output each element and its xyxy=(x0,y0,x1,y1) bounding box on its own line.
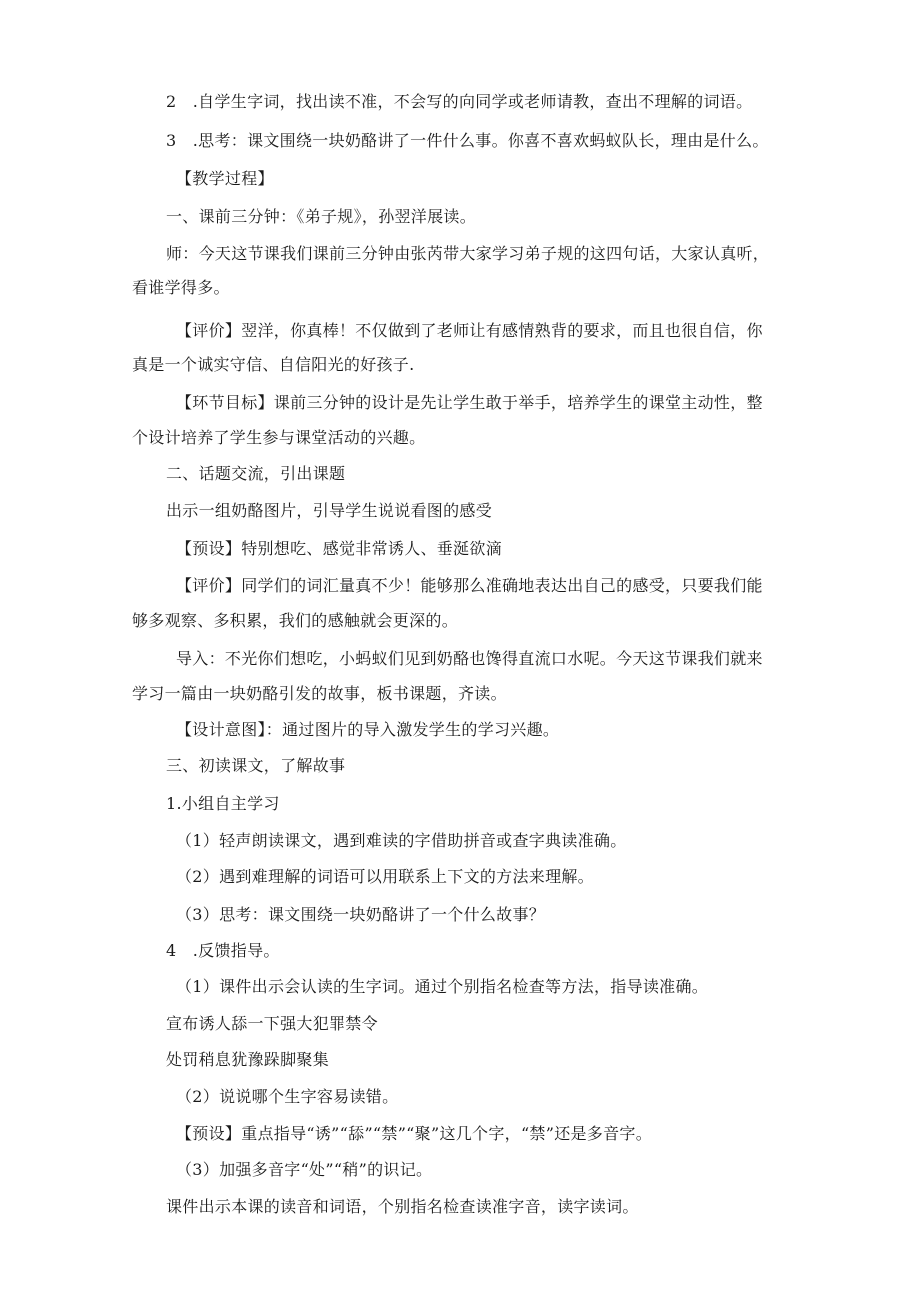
word-list: 处罚稍息犹豫跺脚聚集 xyxy=(166,1050,330,1069)
list-item: （3）思考：课文围绕一块奶酪讲了一个什么故事？ xyxy=(176,905,546,924)
paragraph-line: 【设计意图】：通过图片的导入激发学生的学习兴趣。 xyxy=(176,720,560,739)
paragraph-line: 【评价】翌洋，你真棒！不仅做到了老师让有感情熟背的要求，而且也很自信，你 xyxy=(176,321,763,340)
paragraph-line: 【评价】同学们的词汇量真不少！能够那么准确地表达出自己的感受，只要我们能 xyxy=(176,576,763,595)
paragraph-line: 2 .自学生字词，找出读不准，不会写的向同学或老师请教，查出不理解的词语。 xyxy=(166,92,753,111)
list-item: （3）加强多音字“处”“稍”的识记。 xyxy=(176,1160,433,1179)
paragraph-line: 个设计培养了学生参与课堂活动的兴趣。 xyxy=(132,428,426,447)
section-heading: 【教学过程】 xyxy=(176,169,274,188)
section-heading: 二、话题交流，引出课题 xyxy=(166,464,346,483)
subsection-heading: 4 .反馈指导。 xyxy=(166,941,280,960)
word-list: 宣布诱人舔一下强大犯罪禁令 xyxy=(166,1014,378,1033)
list-item: （1）课件出示会认读的生字词。通过个别指名检查等方法，指导读准确。 xyxy=(176,977,709,996)
paragraph-line: 导入：不光你们想吃，小蚂蚁们见到奶酪也馋得直流口水呢。今天这节课我们就来 xyxy=(176,649,763,668)
paragraph-line: 【环节目标】课前三分钟的设计是先让学生敢于举手，培养学生的课堂主动性，整 xyxy=(176,393,763,412)
paragraph-line: 3 .思考：课文围绕一块奶酪讲了一件什么事。你喜不喜欢蚂蚁队长，理由是什么。 xyxy=(166,131,769,150)
paragraph-line: 出示一组奶酪图片，引导学生说说看图的感受 xyxy=(166,501,493,520)
section-heading: 三、初读课文，了解故事 xyxy=(166,756,346,775)
list-item: （2）说说哪个生字容易读错。 xyxy=(176,1087,399,1106)
paragraph-line: 课件出示本课的读音和词语，个别指名检查读准字音，读字读词。 xyxy=(166,1197,639,1216)
paragraph-line: 【预设】特别想吃、感觉非常诱人、垂涎欲滴 xyxy=(176,539,503,558)
paragraph-line: 师：今天这节课我们课前三分钟由张芮带大家学习弟子规的这四句话，大家认真听， xyxy=(166,244,770,263)
paragraph-line: 学习一篇由一块奶酪引发的故事，板书课题，齐读。 xyxy=(132,684,507,703)
section-heading: 一、课前三分钟：《弟子规》，孙翌洋展读。 xyxy=(166,207,477,226)
paragraph-line: 够多观察、多积累，我们的感触就会更深的。 xyxy=(132,611,459,630)
paragraph-line: 看谁学得多。 xyxy=(132,278,230,297)
list-item: （1）轻声朗读课文，遇到难读的字借助拼音或查字典读准确。 xyxy=(176,831,627,850)
list-item: （2）遇到难理解的词语可以用联系上下文的方法来理解。 xyxy=(176,867,594,886)
subsection-heading: 1.小组自主学习 xyxy=(166,794,280,813)
paragraph-line: 真是一个诚实守信、自信阳光的好孩子. xyxy=(132,355,415,374)
paragraph-line: 【预设】重点指导“诱”“舔”“禁”“聚”这几个字，“禁”还是多音字。 xyxy=(176,1124,652,1143)
